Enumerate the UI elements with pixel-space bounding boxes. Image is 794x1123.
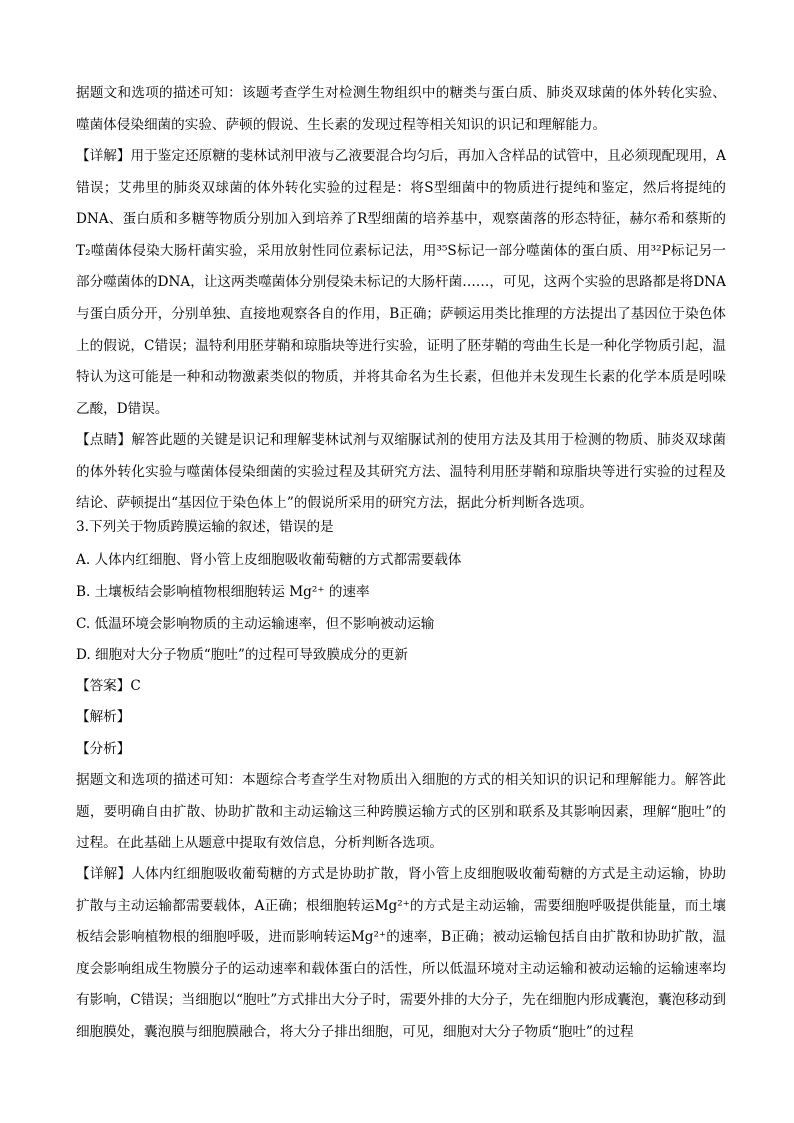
option-d: D. 细胞对大分子物质“胞吐”的过程可导致膜成分的更新 — [76, 647, 409, 663]
detail-paragraph: 【详解】人体内红细胞吸收葡萄糖的方式是协助扩散，肾小管上皮细胞吸收葡萄糖的方式是主动运输，协助扩散与主动运输都需要载体，A正确；根细胞转运Mg²⁺的方式是主动运输，需要细胞呼吸提供能量，而土壤板结会影响植物根的细胞呼吸，进而影响转运Mg²⁺的速率，B正确；被动运输包括自由扩散和协助扩散，温度会影响组成生物膜分子的运动速率和载体蛋白的活性，所以低温环境对主动运输和被动运输的运输速率均有影响，C错误；当细胞以“胞吐”方式排出大分子时，需要外排的大分子，先在细胞内形成囊泡，囊泡移动到细胞膜处，囊泡膜与细胞膜融合，将大分子排出细胞，可见，细胞对大分子物质“胞吐”的过程 — [76, 866, 726, 1040]
detail-paragraph-prev: 【详解】用于鉴定还原糖的斐林试剂甲液与乙液要混合均匀后，再加入含样品的试管中，且必须现配现用，A错误；艾弗里的肺炎双球菌的体外转化实验的过程是：将S型细菌中的物质进行提纯和鉴定，然后将提纯的DNA、蛋白质和多糖等物质分别加入到培养了R型细菌的培养基中，观察菌落的形态特征，赫尔希和蔡斯的T₂噬菌体侵染大肠杆菌实验，采用放射性同位素标记法，用³⁵S标记一部分噬菌体的蛋白质、用³²P标记另一部分噬菌体的DNA，让这两类噬菌体分别侵染未标记的大肠杆菌……，可见，这两个实验的思路都是将DNA与蛋白质分开，分别单独、直接地观察各自的作用，B正确；萨顿运用类比推理的方法提出了基因位于染色体上的假说，C错误；温特利用胚芽鞘和琼脂块等进行实验，证明了胚芽鞘的弯曲生长是一种化学物质引起，温特认为这可能是一种和动物激素类似的物质，并将其命名为生长素，但他并未发现生长素的化学本质是吲哚乙酸，D错误。 — [76, 148, 726, 417]
analysis-paragraph: 据题文和选项的描述可知：本题综合考查学生对物质出入细胞的方式的相关知识的识记和理解能力。解答此题，要明确自由扩散、协助扩散和主动运输这三种跨膜运输方式的区别和联系及其影响因素，理解“胞吐”的过程。在此基础上从题意中提取有效信息，分析判断各选项。 — [76, 772, 726, 852]
option-c: C. 低温环境会影响物质的主动运输速率，但不影响被动运输 — [76, 616, 435, 632]
option-a: A. 人体内红细胞、肾小管上皮细胞吸收葡萄糖的方式都需要载体 — [76, 552, 462, 568]
analysis-label: 【分析】 — [76, 741, 131, 757]
option-b: B. 土壤板结会影响植物根细胞转运 Mg²⁺ 的速率 — [76, 584, 370, 600]
analysis-paragraph-prev: 据题文和选项的描述可知：该题考查学生对检测生物组织中的糖类与蛋白质、肺炎双球菌的体外转化实验、噬菌体侵染细菌的实验、萨顿的假说、生长素的发现过程等相关知识的识记和理解能力。 — [76, 85, 726, 133]
question-3-stem: 3.下列关于物质跨膜运输的叙述，错误的是 — [76, 519, 334, 535]
key-point-paragraph: 【点睛】解答此题的关键是识记和理解斐林试剂与双缩脲试剂的使用方法及其用于检测的物质、肺炎双球菌的体外转化实验与噬菌体侵染细菌的实验过程及其研究方法、温特利用胚芽鞘和琼脂块等进行实验的过程及结论、萨顿提出“基因位于染色体上”的假说所采用的研究方法，据此分析判断各选项。 — [76, 432, 726, 512]
answer-label: 【答案】C — [76, 678, 141, 694]
explanation-label: 【解析】 — [76, 709, 131, 725]
